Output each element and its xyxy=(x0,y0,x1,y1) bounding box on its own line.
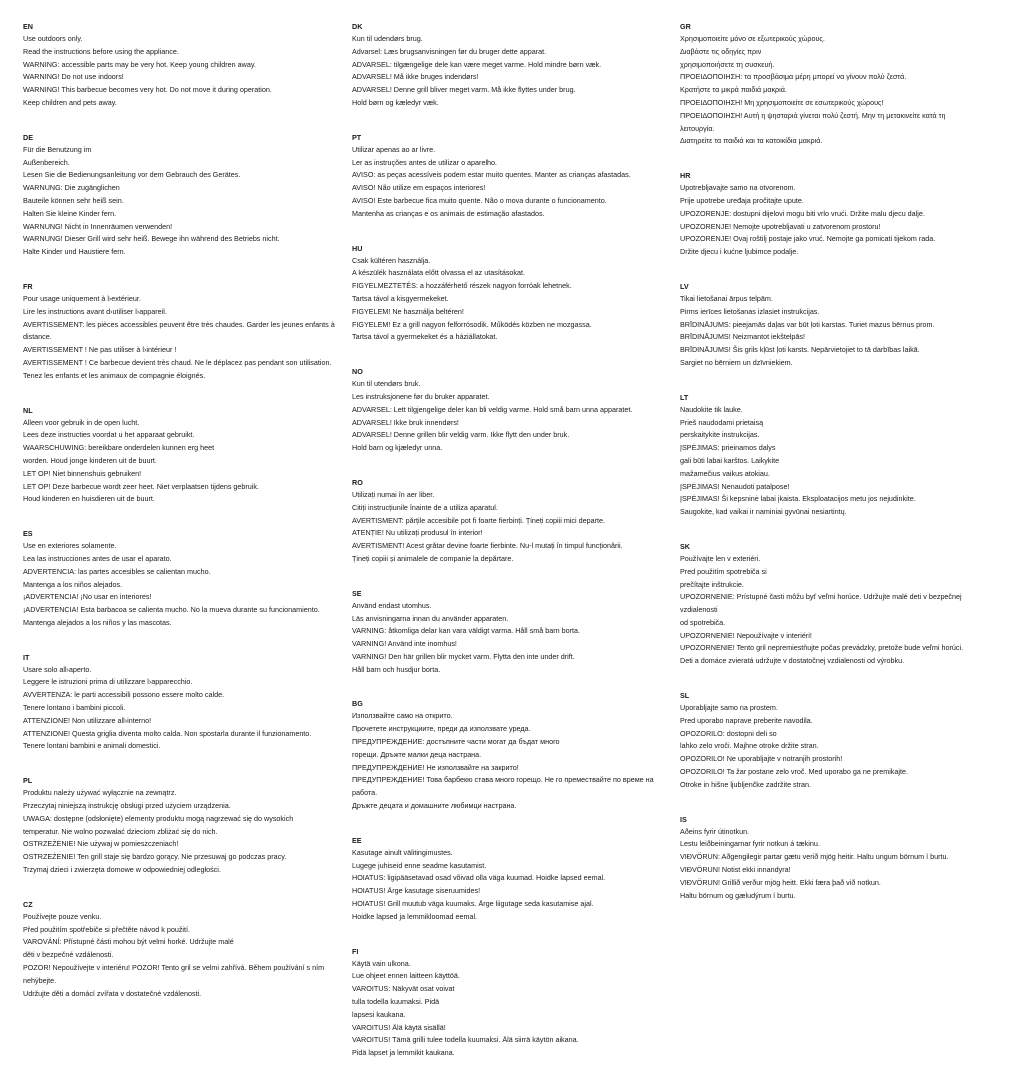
instruction-line: VAROITUS: Näkyvät osat voivat xyxy=(352,984,455,994)
instruction-line: Käytä vain ulkona. xyxy=(352,958,411,968)
instruction-line: BRĪDINĀJUMS! Neizmantot iekštelpās! xyxy=(680,332,806,342)
instruction-line: ADVARSEL! Denne grill bliver meget varm. Må ikke flyttes under brug. xyxy=(352,85,576,95)
instruction-line: ĮSPĖJIMAS! Nenaudoti patalpose! xyxy=(680,481,790,491)
instruction-line: ADVARSEL! Ikke bruk innendørs! xyxy=(352,417,459,427)
language-code: LV xyxy=(680,281,689,291)
instruction-line: A készülék használata előtt olvassa el az utasításokat. xyxy=(352,268,525,278)
language-code: EN xyxy=(23,22,33,31)
instruction-line: Produktu należy używać wyłącznie na zewnątrz. xyxy=(23,788,177,798)
instruction-line: Prije upotrebe uređaja pročitajte upute. xyxy=(680,195,804,205)
instruction-line: Håll barn och husdjur borta. xyxy=(352,664,441,674)
instruction-line: Lea las instrucciones antes de usar el aparato. xyxy=(23,553,172,563)
column-right xyxy=(680,20,980,923)
instruction-line: BRĪDINĀJUMS: pieejamās daļas var būt ļoti karstas. Turiet mazus bērnus prom. xyxy=(680,319,935,329)
language-section xyxy=(23,280,335,383)
instruction-line: UPOZORNENIE: Prístupné časti môžu byť veľmi horúce. Udržujte malé deti v bezpečnej xyxy=(680,592,962,602)
instruction-line: λειτουργία. xyxy=(680,123,715,133)
instruction-line: mažamečius vaikus atokiau. xyxy=(680,468,770,478)
language-section xyxy=(23,527,323,630)
instruction-line: Leggere le istruzioni prima di utilizzare l›apparecchio. xyxy=(23,677,193,687)
instruction-line: VAROITUS! Älä käytä sisällä! xyxy=(352,1022,446,1032)
instruction-line: FIGYELMEZTETÉS: a hozzáférhető részek nagyon forróak lehetnek. xyxy=(352,281,572,291)
instruction-line: Kun til udendørs brug. xyxy=(352,34,423,43)
instruction-line: WARNING! This barbecue becomes very hot. Do not move it during operation. xyxy=(23,85,272,95)
language-section xyxy=(23,774,323,877)
language-section xyxy=(352,587,652,677)
instruction-line: AVERTISSEMENT: les pièces accessibles peuvent être très chaudes. Garder les jeunes enfants à xyxy=(23,319,335,329)
instruction-line: prečítajte inštrukcie. xyxy=(680,579,744,589)
language-code: SL xyxy=(680,691,690,701)
instruction-line: Use outdoors only. xyxy=(23,34,83,43)
instruction-line: Hold barn og kjæledyr unna. xyxy=(352,443,443,453)
instruction-line: Tenez les enfants et les animaux de compagnie éloignés. xyxy=(23,370,206,380)
instruction-line: Uporabljajte samo na prostem. xyxy=(680,703,778,713)
instruction-line: AVVERTENZA: le parti accessibili possono essere molto calde. xyxy=(23,690,225,700)
instruction-line: ¡ADVERTENCIA! Esta barbacoa se calienta mucho. No la mueva durante su funcionamiento. xyxy=(23,605,320,615)
language-section xyxy=(680,169,980,259)
language-section xyxy=(352,131,652,221)
instruction-line: Upotrebljavajte samo na otvorenom. xyxy=(680,183,796,193)
instruction-line: Udržujte děti a domácí zvířata v dostatečné vzdálenosti. xyxy=(23,988,202,998)
language-code: LT xyxy=(680,392,689,402)
instruction-line: ¡ADVERTENCIA! ¡No usar en interiores! xyxy=(23,592,152,602)
instruction-line: ATENȚIE! Nu utilizați produsul în interior! xyxy=(352,528,483,538)
language-section xyxy=(352,945,652,1060)
instruction-line: Pred použitím spotrebiča si xyxy=(680,566,767,576)
instruction-line: FIGYELEM! Ne használja beltéren! xyxy=(352,306,464,316)
instruction-line: ADVARSEL! Denne grillen blir veldig varm. Ikke flytt den under bruk. xyxy=(352,430,570,440)
instruction-line: ПРЕДУПРЕЖДЕНИЕ: достъпните части могат да бъдат много xyxy=(352,737,560,747)
instruction-line: Țineți copiii și animalele de companie la depărtare. xyxy=(352,553,514,563)
instruction-line: AVERTISSEMENT ! Ce barbecue devient très chaud. Ne le déplacez pas pendant son utilisation. xyxy=(23,357,332,367)
instruction-line: работа. xyxy=(352,788,378,798)
instruction-line: lahko zelo vroči. Majhne otroke držite stran. xyxy=(680,741,819,751)
instruction-line: Advarsel: Læs brugsanvisningen før du bruger dette apparat. xyxy=(352,46,547,56)
instruction-line: Před použitím spotřebiče si přečtěte návod k použití. xyxy=(23,924,190,934)
column-middle xyxy=(352,20,652,1081)
instruction-line: VARNING: åtkomliga delar kan vara väldigt varma. Håll små barn borta. xyxy=(352,626,580,636)
language-section xyxy=(23,651,323,754)
instruction-line: Usare solo all›aperto. xyxy=(23,664,92,674)
instruction-line: WARNUNG! Nicht in Innenräumen verwenden! xyxy=(23,221,173,231)
instruction-line: worden. Houd jonge kinderen uit de buurt. xyxy=(23,455,157,465)
instruction-line: WARNING! Do not use indoors! xyxy=(23,72,124,82)
instruction-line: WARNING: accessible parts may be very hot. Keep young children away. xyxy=(23,59,256,69)
instruction-line: WAARSCHUWING: bereikbare onderdelen kunnen erg heet xyxy=(23,443,215,453)
instruction-line: Prieš naudodami prietaisą xyxy=(680,417,764,427)
instruction-line: Pirms ierīces lietošanas izlasiet instrukcijas. xyxy=(680,306,820,316)
instruction-line: ΠΡΟΕΙΔΟΠΟΙΗΣΗ! Μη χρησιμοποιείτε σε εσωτερικούς χώρους! xyxy=(680,97,884,107)
instruction-line: Pred uporabo naprave preberite navodila. xyxy=(680,715,813,725)
instruction-line: FIGYELEM! Ez a grill nagyon felforrósodik. Működés közben ne mozgassa. xyxy=(352,319,592,329)
instruction-line: Tenere lontani bambini e animali domestici. xyxy=(23,741,161,751)
instruction-line: Use en exteriores solamente. xyxy=(23,541,117,551)
instruction-line: Používejte pouze venku. xyxy=(23,911,102,921)
instruction-line: Aðeins fyrir útinotkun. xyxy=(680,826,750,836)
instruction-line: χρησιμοποιήσετε τη συσκευή. xyxy=(680,59,775,69)
instruction-line: WARNUNG! Dieser Grill wird sehr heiß. Bewege ihn während des Betriebs nicht. xyxy=(23,234,280,244)
language-section xyxy=(352,476,652,566)
instruction-line: Otroke in hišne ljubljenčke zadržite stran. xyxy=(680,779,812,789)
instruction-line: Използвайте само на открито. xyxy=(352,711,453,721)
instruction-line: ΠΡΟΕΙΔΟΠΟΙΗΣΗ! Αυτή η ψησταριά γίνεται πολύ ζεστή. Μην τη μετακινείτε κατά τη xyxy=(680,110,946,120)
instruction-line: Pidä lapset ja lemmikit kaukana. xyxy=(352,1048,455,1058)
instruction-line: Csak kültéren használja. xyxy=(352,255,431,265)
instruction-line: Houd kinderen en huisdieren uit de buurt. xyxy=(23,494,155,504)
instruction-line: ATTENZIONE! Questa griglia diventa molto calda. Non spostarla durante il funzionamento. xyxy=(23,728,312,738)
instruction-line: gali būti labai karštos. Laikykite xyxy=(680,455,780,465)
instruction-line: Kun til utendørs bruk. xyxy=(352,379,421,389)
language-section xyxy=(680,689,980,792)
instruction-line: Naudokite tik lauke. xyxy=(680,404,743,414)
instruction-line: VIÐVÖRUN! Notist ekki innandyra! xyxy=(680,865,791,875)
instruction-line: Tartsa távol a kisgyermekeket. xyxy=(352,293,449,303)
instruction-line: Trzymaj dzieci i zwierzęta domowe w odpowiedniej odległości. xyxy=(23,865,221,875)
instruction-line: Lestu leiðbeiningarnar fyrir notkun á tækinu. xyxy=(680,839,820,849)
language-section xyxy=(352,242,652,345)
instruction-line: vzdialenosti xyxy=(680,605,718,615)
instruction-line: BRĪDINĀJUMS! Šis grils kļūst ļoti karsts. Nepārvietojiet to tā darbības laikā. xyxy=(680,345,920,355)
instruction-line: HOIATUS: ligipääsetavad osad võivad olla väga kuumad. Hoidke lapsed eemal. xyxy=(352,873,606,883)
language-code: SK xyxy=(680,541,690,551)
instruction-line: VARNING! Använd inte inomhus! xyxy=(352,639,457,649)
language-section xyxy=(23,131,323,259)
instruction-line: POZOR! Nepoužívejte v interiéru! POZOR! Tento gril se velmi zahřívá. Během používání s ním xyxy=(23,963,325,973)
instruction-line: UPOZORENJE! Ovaj roštilj postaje jako vruć. Nemojte ga pomicati tijekom rada. xyxy=(680,234,936,244)
language-code: DK xyxy=(352,22,363,31)
instruction-line: Tartsa távol a gyermekeket és a háziállatokat. xyxy=(352,332,498,342)
instruction-line: VIÐVÖRUN! Grillið verður mjög heitt. Ekki færa það við notkun. xyxy=(680,877,881,887)
instruction-line: LET OP! Deze barbecue wordt zeer heet. Niet verplaatsen tijdens gebruik. xyxy=(23,481,259,491)
instruction-line: Alleen voor gebruik in de open lucht. xyxy=(23,417,140,427)
instruction-line: AVISO! Este barbecue fica muito quente. Não o mova durante o funcionamento. xyxy=(352,195,607,205)
instruction-line: UPOZORNENIE! Tento gril nepremiestňujte počas prevádzky, pretože bude veľmi horúci. xyxy=(680,643,964,653)
instruction-line: tulla todella kuumaksi. Pidä xyxy=(352,997,440,1007)
instruction-line: VIÐVÖRUN: Aðgengilegir partar gætu verið mjög heitir. Haltu ungum börnum í burtu. xyxy=(680,852,949,862)
instruction-line: děti v bezpečné vzdálenosti. xyxy=(23,950,114,960)
instruction-line: ĮSPĖJIMAS: prieinamos dalys xyxy=(680,443,776,453)
language-section xyxy=(680,813,980,903)
instruction-line: Für die Benutzung im xyxy=(23,144,92,154)
instruction-line: OPOZORILO! Ta žar postane zelo vroč. Med uporabo ga ne premikajte. xyxy=(680,767,908,777)
language-code: PL xyxy=(23,776,33,786)
instruction-line: UPOZORENJE: dostupni dijelovi mogu biti vrlo vrući. Držite malu djecu dalje. xyxy=(680,208,925,218)
language-section xyxy=(23,898,323,1001)
instruction-line: WARNUNG: Die zugänglichen xyxy=(23,183,120,193)
instruction-line: ΠΡΟΕΙΔΟΠΟΙΗΣΗ: τα προσβάσιμα μέρη μπορεί να γίνουν πολύ ζεστά. xyxy=(680,72,907,82)
instruction-line: Mantenga alejados a los niños y las mascotas. xyxy=(23,617,172,627)
language-code: NO xyxy=(352,367,363,377)
language-code: FI xyxy=(352,946,359,956)
instruction-line: Lugege juhiseid enne seadme kasutamist. xyxy=(352,860,487,870)
instruction-line: Keep children and pets away. xyxy=(23,97,117,107)
language-code: PT xyxy=(352,132,362,142)
instruction-line: UPOZORNENIE! Nepoužívajte v interiéri! xyxy=(680,630,812,640)
instruction-line: Používajte len v exteriéri. xyxy=(680,553,761,563)
instruction-line: Utilizar apenas ao ar livre. xyxy=(352,144,436,154)
instruction-line: Hoidke lapsed ja lemmikloomad eemal. xyxy=(352,911,478,921)
instruction-line: Tenere lontano i bambini piccoli. xyxy=(23,703,126,713)
instruction-line: Lire les instructions avant d›utiliser l›appareil. xyxy=(23,306,167,316)
instruction-line: Дръжте децата и домашните любимци настрана. xyxy=(352,801,517,811)
instruction-line: Außenbereich. xyxy=(23,157,70,167)
instruction-line: Deti a domáce zvieratá udržujte v dostatočnej vzdialenosti od výrobku. xyxy=(680,656,905,666)
language-code: HR xyxy=(680,171,691,181)
instruction-line: Läs anvisningarna innan du använder apparaten. xyxy=(352,613,509,623)
instruction-line: Bauteile können sehr heiß sein. xyxy=(23,195,124,205)
instruction-line: Mantenga a los niños alejados. xyxy=(23,579,123,589)
instruction-line: Διατηρείτε τα παιδιά και τα κατοικίδια μακριά. xyxy=(680,136,823,146)
instruction-line: Read the instructions before using the appliance. xyxy=(23,46,179,56)
instruction-line: nehýbejte. xyxy=(23,975,57,985)
instruction-line: ADVARSEL: tilgængelige dele kan være meget varme. Hold mindre børn væk. xyxy=(352,59,602,69)
language-code: IT xyxy=(23,652,30,662)
instruction-line: Прочетете инструкциите, преди да използвате уреда. xyxy=(352,724,531,734)
instruction-line: горещи. Дръжте малки деца настрана. xyxy=(352,749,482,759)
instruction-line: Citiți instrucțiunile înainte de a utiliza aparatul. xyxy=(352,502,498,512)
instruction-line: Utilizați numai în aer liber. xyxy=(352,489,435,499)
instruction-line: Διαβάστε τις οδηγίες πριν xyxy=(680,46,762,56)
instruction-line: Przeczytaj niniejszą instrukcję obsługi przed użyciem urządzenia. xyxy=(23,801,231,811)
language-section xyxy=(680,391,980,519)
instruction-line: ADVARSEL: Lett tilgjengelige deler kan bli veldig varme. Hold små barn unna apparatet. xyxy=(352,404,633,414)
instruction-line: Haltu börnum og gæludýrum í burtu. xyxy=(680,890,796,900)
instruction-line: Χρησιμοποιείτε μόνο σε εξωτερικούς χώρους. xyxy=(680,34,825,43)
instruction-line: Saugokite, kad vaikai ir naminiai gyvūnai nesiartintų. xyxy=(680,507,847,517)
language-section xyxy=(23,404,323,507)
instruction-line: ADVARSEL! Må ikke bruges indendørs! xyxy=(352,72,479,82)
instruction-line: HOIATUS! Ärge kasutage siseruumides! xyxy=(352,886,481,896)
instruction-line: Sargiet no bērniem un dzīvniekiem. xyxy=(680,357,793,367)
language-section xyxy=(352,365,652,455)
language-section xyxy=(680,540,980,668)
instruction-line: ПРЕДУПРЕЖДЕНИЕ! Не използвайте на закрито! xyxy=(352,762,519,772)
instruction-line: distance. xyxy=(23,332,52,342)
language-section xyxy=(23,20,323,110)
instruction-line: LET OP! Niet binnenshuis gebruiken! xyxy=(23,468,142,478)
instruction-line: VAROVÁNÍ: Přístupné části mohou být velmi horké. Udržujte malé xyxy=(23,937,234,947)
instruction-line: Halte Kinder und Haustiere fern. xyxy=(23,247,126,257)
instruction-line: Lesen Sie die Bedienungsanleitung vor dem Gebrauch des Gerätes. xyxy=(23,170,241,180)
instruction-line: HOIATUS! Grill muutub väga kuumaks. Ärge liigutage seda kasutamise ajal. xyxy=(352,899,594,909)
language-code: SE xyxy=(352,588,362,598)
instruction-line: VAROITUS! Tämä grilli tulee todella kuumaksi. Älä siirrä käytön aikana. xyxy=(352,1035,579,1045)
language-code: FR xyxy=(23,281,33,291)
instruction-line: Tikai lietošanai ārpus telpām. xyxy=(680,293,773,303)
instruction-line: ATTENZIONE! Non utilizzare all›interno! xyxy=(23,715,152,725)
language-code: IS xyxy=(680,814,687,824)
language-section xyxy=(680,20,980,148)
instruction-line: Pour usage uniquement à l›extérieur. xyxy=(23,293,141,303)
instruction-line: od spotrebiča. xyxy=(680,617,726,627)
instruction-line: Halten Sie kleine Kinder fern. xyxy=(23,208,117,218)
instruction-line: Les instruksjonene før du bruker apparatet. xyxy=(352,391,490,401)
instruction-line: Κρατήστε τα μικρά παιδιά μακριά. xyxy=(680,85,787,95)
instruction-line: Hold børn og kæledyr væk. xyxy=(352,97,439,107)
language-code: CZ xyxy=(23,899,33,909)
instruction-line: AVISO: as peças acessíveis podem estar muito quentes. Manter as crianças afastadas. xyxy=(352,170,631,180)
instruction-line: temperatur. Nie wolno pozwalać dzieciom zbliżać się do nich. xyxy=(23,826,218,836)
instruction-line: Mantenha as crianças e os animais de estimação afastados. xyxy=(352,208,545,218)
instruction-line: VARNING! Den här grillen blir mycket varm. Flytta den inte under drift. xyxy=(352,651,575,661)
language-code: EE xyxy=(352,835,362,845)
instruction-line: UPOZORENJE! Nemojte upotrebljavati u zatvorenom prostoru! xyxy=(680,221,881,231)
instruction-line: Lue ohjeet ennen laitteen käyttöä. xyxy=(352,971,460,981)
instruction-line: Kasutage ainult välitingimustes. xyxy=(352,847,453,857)
instruction-line: ПРЕДУПРЕЖДЕНИЕ! Това барбекю става много горещо. Не го премествайте по време на xyxy=(352,775,654,785)
column-left xyxy=(23,20,335,1021)
language-section xyxy=(352,20,652,110)
language-code: NL xyxy=(23,405,33,415)
instruction-line: OSTRZEŻENIE! Ten grill staje się bardzo gorący. Nie przesuwaj go podczas pracy. xyxy=(23,852,287,862)
instruction-line: Använd endast utomhus. xyxy=(352,600,432,610)
instruction-line: lapsesi kaukana. xyxy=(352,1009,406,1019)
language-section xyxy=(680,280,980,370)
language-code: BG xyxy=(352,699,363,709)
language-code: GR xyxy=(680,22,691,31)
language-section xyxy=(352,697,652,812)
instruction-line: perskaitykite instrukcijas. xyxy=(680,430,760,440)
instruction-line: AVERTISMENT: părțile accesibile pot fi foarte fierbinți. Țineți copiii mici departe. xyxy=(352,515,605,525)
instruction-line: Lees deze instructies voordat u het apparaat gebruikt. xyxy=(23,430,195,440)
language-code: ES xyxy=(23,529,33,539)
language-section xyxy=(352,834,652,924)
instruction-line: UWAGA: dostępne (odsłonięte) elementy produktu mogą nagrzewać się do wysokich xyxy=(23,813,294,823)
instruction-line: Ler as instruções antes de utilizar o aparelho. xyxy=(352,157,498,167)
instruction-line: OSTRZEŻENIE! Nie używaj w pomieszczeniach! xyxy=(23,839,179,849)
instruction-line: AVERTISMENT! Acest grătar devine foarte fierbinte. Nu-l mutați în timpul funcționării. xyxy=(352,541,623,551)
language-code: DE xyxy=(23,132,33,142)
instruction-line: AVISO! Não utilize em espaços interiores! xyxy=(352,183,486,193)
instruction-line: ĮSPĖJIMAS! Ši kepsninė labai įkaista. Eksploatacijos metu jos nejudinkite. xyxy=(680,494,916,504)
instruction-line: OPOZORILO! Ne uporabljajte v notranjih prostorih! xyxy=(680,754,843,764)
language-code: RO xyxy=(352,477,363,487)
language-code: HU xyxy=(352,243,363,253)
instruction-line: Držite djecu i kućne ljubimce podalje. xyxy=(680,247,799,257)
instruction-line: ADVERTENCIA: las partes accesibles se calientan mucho. xyxy=(23,566,211,576)
instruction-line: AVERTISSEMENT ! Ne pas utiliser à l›intérieur ! xyxy=(23,345,177,355)
instruction-line: OPOZORILO: dostopni deli so xyxy=(680,728,777,738)
